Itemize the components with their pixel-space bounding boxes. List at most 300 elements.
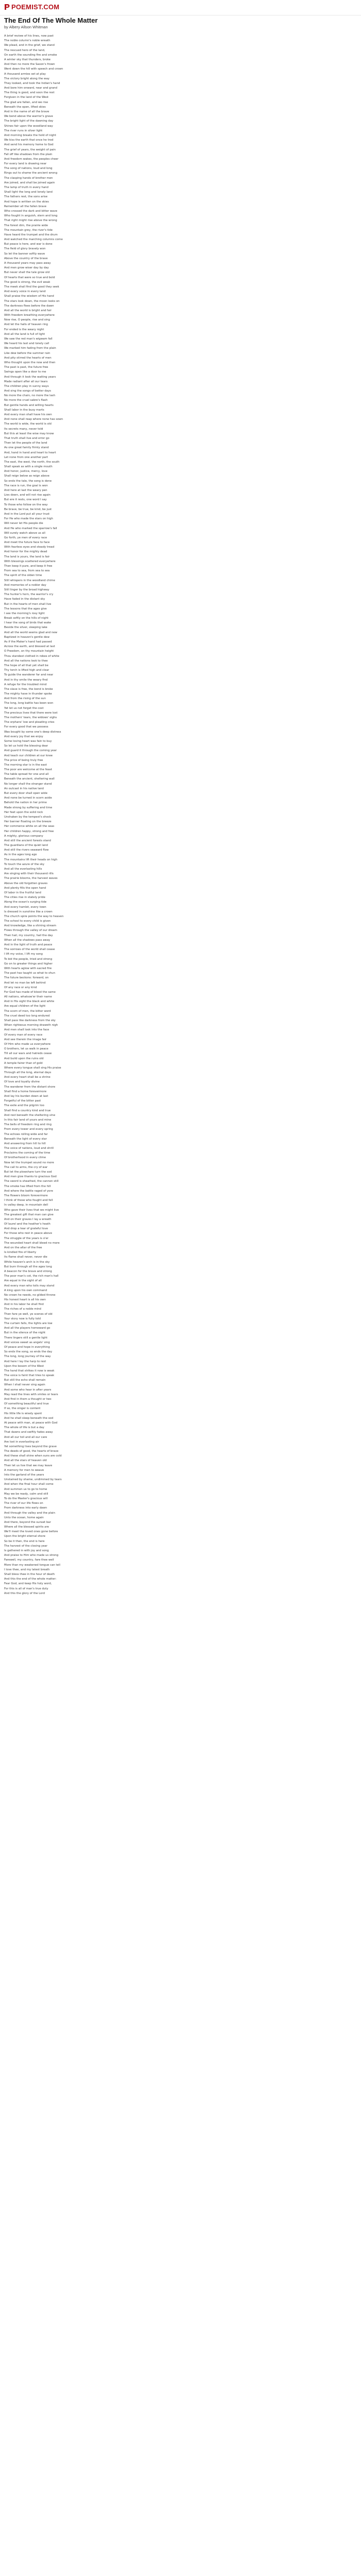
poem-line: No longer shall the stranger stand — [4, 782, 52, 786]
poem-line: And these shall shine when suns are cold — [4, 1454, 62, 1458]
poem-line: Is kindled fire of liberty — [4, 1251, 37, 1255]
poem-line: The grief of years, the weight of pain — [4, 148, 56, 151]
poem-line: To those who follow on the way — [4, 503, 48, 506]
poem-line: Baptized in heaven's gentle dew — [4, 635, 50, 639]
poem-line: No crown he needs, no gilded throne — [4, 1293, 56, 1297]
poem-line: Are joined, and shall be joined again — [4, 181, 55, 184]
poem-line: Who fought in anguish, stern and long — [4, 214, 58, 218]
poem-line: The past is past, the future free — [4, 366, 48, 369]
poem-line: And sing the songs of better days — [4, 389, 51, 393]
poem-line: Then fare ye well, ye scenes of old — [4, 1312, 53, 1316]
poem-line: The poor man's cot, the rich man's hall — [4, 1275, 59, 1278]
poem-line: The school to every child is given — [4, 920, 51, 923]
poem-line: They looked, and took the Indian's hand — [4, 81, 60, 85]
poem-line: The stars look down, the moon looks on — [4, 299, 60, 303]
poem-line: The noble column's noble wreath — [4, 39, 51, 43]
poem-line: The field of glory bravely won — [4, 247, 46, 251]
poem-line: We saw the red man's wigwam fall — [4, 337, 53, 341]
poem-line: And all our toil and all our care — [4, 1435, 47, 1439]
poem-line: The forest dim, the prairie wide — [4, 224, 48, 227]
poem-line: The meek shall find the good they seek — [4, 285, 59, 289]
poem-line: We heard his last and lonely call — [4, 342, 50, 346]
poem-line: Will surely watch above us all — [4, 531, 45, 535]
poem-line: With blessings scattered everywhere — [4, 560, 56, 563]
logo-text: POEMIST.COM — [11, 3, 60, 11]
poem-line: I lift my voice, I lift my song — [4, 953, 43, 956]
poem-line: And teach our children at our knee — [4, 754, 53, 757]
poem-line: And in his labor he shall find — [4, 1303, 44, 1307]
poem-line: And honor, justice, mercy, love — [4, 470, 47, 473]
poem-line: Beneath the open, lifted skies — [4, 105, 46, 109]
poem-line: The children play in sunny ways — [4, 384, 49, 388]
poem-line: The morning star is in the east — [4, 763, 47, 767]
poem-line: As one great family firmly stand — [4, 446, 49, 450]
poem-line: O brothers, let us walk in peace — [4, 1047, 48, 1051]
poem-line: To bid the people, tried and strong — [4, 957, 52, 961]
poem-line: Above the country of the brave — [4, 257, 48, 260]
poem-line: And answering from hill to hill — [4, 1142, 46, 1145]
poem-line: Still linger by the broad highway — [4, 588, 50, 591]
poem-line: The riches of a noble mind — [4, 1308, 41, 1311]
poem-line: For He who made the stars on high — [4, 517, 53, 521]
poem-line: We'll meet the loved ones gone before — [4, 1530, 58, 1534]
poem-line: A winter sky that thunders, broke — [4, 58, 51, 61]
poem-line: A thousand armies set at play — [4, 72, 46, 76]
poem-line: But let the plowshare turn the sod — [4, 1171, 52, 1174]
poem-line: With freedom breathing everywhere — [4, 314, 55, 317]
poem-line: Where all the blessed spirits are — [4, 1526, 49, 1529]
poem-line: Shall bless thee in the hour of death — [4, 1572, 55, 1576]
poem-line: When all the shadows pass away — [4, 938, 51, 942]
poem-line: A brief review of his lines, now past — [4, 35, 54, 38]
poem-line: And plenty fills the open hand — [4, 886, 46, 890]
poem-line: No more the cruel sabre's flash — [4, 399, 48, 402]
poem-line: The mighty have in thunder spoke — [4, 692, 52, 696]
poem-line: Its flame shall never, never die — [4, 1256, 47, 1259]
poem-line: And every joy that we enjoy — [4, 735, 43, 738]
poem-line: And he shall sleep beneath the sod — [4, 1416, 54, 1420]
poem-line: From darkness into early dawn — [4, 1506, 47, 1510]
poem-line: And in the Lord put all your trust — [4, 512, 50, 516]
poem-line: In this fair land of yours and mine — [4, 1118, 52, 1122]
poem-line: A memory for men to weave — [4, 1468, 44, 1472]
poem-line: I see the morning's rosy light — [4, 612, 45, 615]
poem-line: Thy torch is lifted high and clear — [4, 669, 50, 672]
poem-line: Are equal in the sight of all — [4, 1279, 42, 1283]
poem-line: So ends the tale, the song is done — [4, 479, 52, 483]
poem-line: I think of those who fought and fell — [4, 1199, 53, 1202]
poem-line: With hearts aglow with sacred fire — [4, 967, 52, 970]
site-logo[interactable] — [4, 3, 59, 11]
poem-line: And here I lay the harp to rest — [4, 1360, 46, 1363]
poem-line: And hope is written on the skies — [4, 200, 49, 204]
poem-line: Where every tongue shall sing His praise — [4, 1066, 61, 1070]
poem-line: So let the banner softly wave — [4, 252, 45, 256]
poem-line: The deeds of good, the hearts of brave — [4, 1450, 59, 1453]
poem-line: Shall speak as with a single mouth — [4, 465, 53, 469]
poem-line: More than my weakened tongue can tell — [4, 1563, 60, 1567]
poem-line: A refuge for the troubled mind — [4, 683, 47, 686]
poem-line: The spirit of the olden time — [4, 574, 42, 578]
poem-line: The cities rise in stately pride — [4, 896, 45, 900]
poem-line: Beside the silver, sleeping lake — [4, 626, 47, 630]
poem-line: The smoke has lifted from the hill — [4, 1184, 51, 1188]
poem-line: And bore him onward, near and grand — [4, 87, 57, 90]
poem-line: And men shall look into the face — [4, 1028, 50, 1032]
poem-line: But in the hearts of men shall live — [4, 602, 52, 606]
poem-line: Go forth, ye men of every race — [4, 536, 47, 539]
poem-line: That right might rise above the wrong — [4, 219, 57, 223]
poem-line: Have faded in the distant sky — [4, 598, 45, 601]
poem-line: And on the altar of the free — [4, 1246, 42, 1249]
poem-author: by Albery Allson Whitman — [4, 25, 48, 29]
poem-line: The church spire points the way to heaven — [4, 914, 64, 918]
poem-line: For this is all of man's true duty — [4, 1587, 48, 1590]
poem-line: Beneath the ancient, sheltering wall — [4, 777, 55, 781]
poem-line: For God has made of blood the same — [4, 990, 56, 994]
poem-line: And there, beyond the sunset bar — [4, 1520, 51, 1524]
poem-line: Across the earth, and blessed at last — [4, 645, 55, 649]
poem-line: And in the light of truth and peace — [4, 943, 53, 946]
poem-line: The lessons that the ages give — [4, 607, 47, 611]
poem-line: The hunter's horn, the warrior's cry — [4, 593, 54, 597]
poem-line: The struggle of the years is o'er — [4, 1236, 49, 1240]
poem-line: And every man shall have his own — [4, 413, 52, 416]
poem-line: And let no man be left behind — [4, 981, 46, 985]
poem-line: With fearless eyes and steady tread — [4, 546, 55, 549]
poem-line: The wounded heart shall bleed no more — [4, 1241, 60, 1245]
poem-line: No more the chain, no more the lash — [4, 394, 55, 398]
poem-line: That truth shall live and error go — [4, 436, 50, 440]
poem-line: A thousand years may pass away — [4, 262, 51, 265]
poem-line: And let the halls of heaven ring — [4, 323, 48, 327]
poem-line: Of something beautiful and true — [4, 1402, 49, 1406]
poem-line: On earth the sounding fire and smoke — [4, 53, 57, 57]
poem-line: And none shall reap where none has sown — [4, 418, 63, 421]
poem-line: And then no more the Saxon's frown — [4, 63, 55, 66]
poem-line: Beneath the light of every star — [4, 1137, 47, 1141]
poem-line: Some loving heart was fain to buy — [4, 739, 52, 743]
poem-line: And all the world is bright and fair — [4, 309, 52, 312]
poem-line: His little life is wisely spent — [4, 1412, 42, 1415]
poem-line: And every heart shall be a shrine — [4, 1076, 51, 1079]
poem-line: And in His sight the black and white — [4, 1000, 55, 1004]
poem-line: The precious lives that there were lost — [4, 711, 58, 715]
poem-line: But gentle hands and willing hearts — [4, 403, 54, 407]
poem-line: And memories of a nobler day — [4, 583, 46, 587]
poem-line: I love thee, and my latest breath — [4, 1568, 50, 1571]
poem-line: The hope of all that yet shall be — [4, 664, 48, 667]
poem-line: Break softly on the hills of night — [4, 617, 48, 620]
poem-line: Fall off like shadows from the plain — [4, 152, 53, 156]
poem-line: If so, the singer is content — [4, 1407, 41, 1411]
poem-line: Was bought by some one's deep distress — [4, 730, 61, 734]
poem-line: And all the nations look to thee — [4, 659, 48, 663]
poem-line: The east, the west, the north, the south — [4, 460, 60, 464]
poem-line: Of every man of every race — [4, 1033, 43, 1037]
poem-line: The price of being truly free — [4, 758, 43, 762]
poem-line: Who gave their lives that we might live — [4, 1208, 59, 1212]
poem-line: The world is wide, the world is old — [4, 422, 52, 426]
poem-line: And freedom wakes, the peoples cheer — [4, 157, 59, 161]
poem-line: Let none from one another part — [4, 455, 48, 459]
poem-line: Shall reign below as reign above — [4, 474, 50, 478]
poem-line: The whole of life is but a day — [4, 1426, 44, 1430]
poem-line: Then keep it pure, and keep it free — [4, 565, 53, 568]
poem-line: The lamp of truth in every hand — [4, 186, 48, 189]
poem-line: So be it then, the end is here — [4, 1539, 45, 1543]
poem-line: But peace is here, and war is done — [4, 243, 53, 246]
poem-line: Made strong by suffering and time — [4, 806, 53, 809]
poem-line: I hear the song of birds that wake — [4, 621, 52, 625]
poem-line: And honor for the mighty dead — [4, 550, 47, 554]
poem-line: When righteous morning draweth nigh — [4, 1024, 58, 1027]
poem-line: The mountain grey, the river's tide — [4, 228, 53, 232]
poem-line: Her banner floating on the breeze — [4, 820, 52, 824]
poem-line: The long, long battle has been won — [4, 702, 54, 705]
poem-line: The river runs in silver light — [4, 129, 43, 132]
poem-line: And send his memory home to God — [4, 143, 54, 147]
poem-line: The curtain falls, the lights are low — [4, 1322, 53, 1325]
poem-line: And still the rivers seaward flow — [4, 849, 49, 852]
poem-line: Shall praise the wisdom of His hand — [4, 295, 54, 298]
poem-line: At peace with man, at peace with God — [4, 1421, 58, 1425]
poem-line: Will never let His people die — [4, 522, 43, 526]
poem-line: The past has taught us what to shun — [4, 972, 55, 975]
poem-line: The river of our life flows on — [4, 1502, 43, 1505]
poem-line: As in the ages long ago — [4, 853, 37, 857]
poem-line: Are singing with their thousand rills — [4, 872, 54, 876]
poem-line: As if the Maker's hand had passed — [4, 640, 52, 643]
poem-line: And where the battle raged of yore — [4, 1189, 53, 1193]
poem-line: The victory bright along the way — [4, 77, 50, 80]
poem-line: Lies down, and will not rise again — [4, 494, 51, 497]
poem-line: Then hail, my country, hail the day — [4, 934, 53, 937]
poem-line: The hand that strikes it now is weak — [4, 1369, 55, 1372]
poem-line: And knowledge, like a shining stream — [4, 924, 56, 928]
poem-line: Upon the bosom of the West — [4, 1364, 44, 1368]
poem-line: The wanderer from the distant shore — [4, 1085, 56, 1089]
poem-line: May we be ready, calm and still — [4, 1492, 48, 1496]
poem-line: The flowers bloom forevermore — [4, 1194, 48, 1197]
poem-line: The darkness flees before the dawn — [4, 304, 54, 308]
poem-line: The slave is free, the bond is broke — [4, 687, 53, 691]
poem-line: And summon us to go to home — [4, 1487, 47, 1491]
poem-line: And men grow wiser day by day — [4, 266, 49, 270]
poem-line: And all the stars of heaven old — [4, 1459, 47, 1463]
poem-line: Now rise, O people, rise and sing — [4, 318, 50, 322]
poem-line: Upon the bright eternal shore — [4, 1535, 45, 1538]
poem-line: Like dew before the summer rain — [4, 351, 51, 355]
poem-line: Her children happy, strong and free — [4, 829, 54, 833]
poem-line: Who thought upon the now and then — [4, 361, 56, 364]
poem-line: The clasping hands of brother men — [4, 176, 53, 180]
poem-line: The fathers rest, the sons arise — [4, 195, 48, 199]
poem-line: Are equal children of the light — [4, 1005, 46, 1008]
poem-line: But every door shall open wide — [4, 792, 47, 795]
poem-line: But ere it rests, one word I say — [4, 498, 47, 502]
poem-line: The bells of freedom ring and ring — [4, 1123, 52, 1127]
poem-line: And still the ancient forests stand — [4, 839, 51, 842]
poem-line: And He who marked the sparrow's fall — [4, 527, 57, 530]
poem-line: Forgiven in the land of the West — [4, 96, 49, 99]
poem-line: A king upon his own command — [4, 1289, 47, 1292]
poem-line: And this the glory of the Lord — [4, 1591, 45, 1595]
poem-line: Who crossed the dark and bitter wave — [4, 209, 57, 213]
poem-line: The good is strong, the evil weak — [4, 280, 51, 284]
poem-line: Now let the trumpet sound no more — [4, 1161, 54, 1164]
poem-line: Above the old forgotten graves — [4, 882, 48, 885]
poem-line: O Freedom, on thy mountain height — [4, 650, 54, 653]
poem-line: And pity stirred the hearts of men — [4, 356, 52, 360]
poem-line: Still whispers in the woodland chime — [4, 579, 55, 582]
poem-line: The future beckons: forward, on — [4, 976, 49, 980]
poem-line: The bright light of the dawning day — [4, 120, 54, 123]
poem-line: That dawns and swiftly fades away — [4, 1431, 53, 1434]
poem-line: And all the everlasting hills — [4, 868, 42, 871]
poem-line: And watched the marching columns come — [4, 238, 63, 242]
poem-line: The scorn of men, the bitter word — [4, 1009, 51, 1013]
poem-line: And when the final hour shall come — [4, 1483, 54, 1486]
poem-line: A mighty, glorious company — [4, 834, 43, 838]
poem-line: And here at last the weary pen — [4, 489, 47, 492]
poem-line: And rest beneath the sheltering vine — [4, 1113, 56, 1117]
poem-line: And see therein the image fair — [4, 1038, 47, 1041]
poem-line: Yet something lives beyond the grave — [4, 1445, 57, 1448]
poem-line: There lingers still a gentle light — [4, 1336, 47, 1340]
poem-line: Farewell, my country, fare thee well — [4, 1558, 54, 1562]
poemist-logo-icon — [4, 4, 10, 10]
poem-line: The harvest of the closing year — [4, 1544, 47, 1548]
poem-line: Have heard the trumpet and the drum — [4, 233, 58, 236]
poem-line: Of love and loyalty divine — [4, 1080, 40, 1084]
poem-line: The echoes rolling wide and far — [4, 1132, 48, 1136]
poem-line: And every hamlet, every town — [4, 905, 46, 909]
poem-line: Of Him who made us everywhere — [4, 1042, 51, 1046]
poem-line: And lay his burden down at last — [4, 1095, 48, 1098]
poem-line: And meet the future face to face — [4, 541, 50, 545]
poem-line: In valley deep, in mountain dell — [4, 1204, 48, 1207]
poem-line: Unshaken by the tempest's shock — [4, 815, 52, 819]
poem-line: And this the end of the whole matter: — [4, 1578, 57, 1581]
poem-line: Shall pass like darkness from the sky — [4, 1019, 56, 1022]
poem-line: The song of nations, loud and long — [4, 167, 53, 171]
poem-line: And all the world seems glad and new — [4, 631, 57, 634]
poem-line: The thing is good, and soon the rest — [4, 91, 55, 95]
poem-line: To touch the azure of the sky — [4, 862, 44, 866]
poem-line: And from the rising of the sun — [4, 697, 46, 701]
poem-line: And morning breaks the hold of night — [4, 133, 56, 137]
poem-line: The prairie blooms, the harvest waves — [4, 877, 58, 880]
poem-line: The voice of nations, loud and shrill — [4, 1147, 54, 1150]
poem-line: Went down the hill with speech and crown — [4, 67, 63, 71]
poem-line: Her feet upon the solid rock — [4, 810, 43, 814]
poem-line: The greatest gift that man can give — [4, 1213, 54, 1216]
poem-line: And through it look the waiting years — [4, 375, 56, 379]
poem-container — [4, 16, 357, 1596]
poem-line: Her commerce white on all the seas — [4, 825, 55, 828]
poem-line: Shines fair upon the woodland way — [4, 124, 53, 128]
poem-line: His honest heart is all his own — [4, 1298, 46, 1302]
poem-line: We bend above the warrior's grave — [4, 115, 53, 118]
poem-line: For ended is the weary night — [4, 328, 44, 331]
poem-line: And in the name of all the brave — [4, 110, 50, 113]
poem-line: Made radiant after all our tears — [4, 380, 48, 383]
poem-line: We plead, and in the grief, we stand — [4, 44, 55, 47]
poem-line: Forgetful of the bitter past — [4, 1099, 41, 1103]
poem-line: Along the ocean's surging tide — [4, 901, 47, 904]
poem-line: And none be turned in scorn aside — [4, 796, 52, 800]
poem-line: An outcast in his native land — [4, 787, 44, 790]
poem-line: And some who hear in after years — [4, 1388, 52, 1392]
poem-line: The mothers' tears, the widows' sighs — [4, 716, 57, 719]
poem-line: And, hand in hand and heart to heart — [4, 451, 56, 454]
poem-line: Go on to greater things and higher — [4, 962, 53, 965]
poem-line: The sword is sheathed, the cannon still — [4, 1180, 59, 1183]
poem-line: For those who rest in peace above — [4, 1232, 52, 1235]
poem-line: The mountains lift their heads on high — [4, 858, 58, 861]
poem-line: Of any race or any kind — [4, 986, 37, 989]
poem-line: Then let us live that we may leave — [4, 1464, 53, 1467]
poem-line: The poor are welcome at the feast — [4, 768, 53, 772]
poem-line: The land is yours, the land is fair — [4, 555, 50, 558]
poem-line: But in the silence of the night — [4, 1331, 45, 1335]
poem-line: Your story now is fully told — [4, 1317, 41, 1320]
poem-line: Shall find a home forevermore — [4, 1090, 47, 1093]
poem-line: The long, long journey of the way — [4, 1355, 51, 1359]
poem-line: A beacon for the brave and strong — [4, 1269, 52, 1273]
poem-line: And on their graves I lay a wreath — [4, 1217, 52, 1221]
poem-line: Unstained by shame, undimmed by tears — [4, 1478, 62, 1482]
poem-line: Of laurel and the heather's heath — [4, 1223, 51, 1226]
poem-line: While heaven's arch is in the sky — [4, 1260, 50, 1264]
poem-line: The call to arms, the cry of war — [4, 1165, 48, 1169]
poem-line: And every voice in every land — [4, 290, 46, 294]
poem-line: Of labor in the fruitful land — [4, 891, 41, 894]
poem-line: The orphans' low and pleading cries — [4, 721, 55, 724]
poem-line: And all the players homeward go — [4, 1327, 51, 1330]
poem-line: Are lost in everlasting air — [4, 1440, 39, 1444]
poem-line: We kiss the earth that once he trod — [4, 139, 54, 142]
poem-line: And in thy smile the weary find — [4, 678, 48, 682]
poem-line: The sorrows of the world shall cease — [4, 948, 55, 952]
poem-line: But still the echo shall remain — [4, 1379, 46, 1382]
poem-line: Shall labor in the busy marts — [4, 408, 44, 412]
poem-line: And praise to Him who made us strong — [4, 1554, 59, 1557]
poem-line: Thou standest clothed in robes of white — [4, 654, 59, 658]
poem-line: To guide the wanderer far and near — [4, 673, 54, 677]
poem-line: The exile and the pilgrim too — [4, 1104, 44, 1108]
poem-line: Remember all the fallen brave — [4, 205, 46, 208]
poem-line: And build upon the ruins old — [4, 1057, 44, 1060]
poem-line: And men give thanks to gracious God — [4, 1175, 57, 1179]
poem-line: But this at least the wise may know — [4, 432, 54, 435]
poem-line: And voices sweet as angels' sing — [4, 1341, 50, 1344]
poem-line: The cruel deed too long endured — [4, 1014, 50, 1018]
poem-line: Shall find a country kind and true — [4, 1109, 51, 1112]
poem-line: From sea to sea, from sea to sea — [4, 569, 50, 573]
poem-line: To do the Master's gracious will — [4, 1497, 48, 1500]
poem-line: The rescued hero of the land, — [4, 48, 45, 52]
poem-line: Of brotherhood in every clime — [4, 1156, 46, 1160]
poem-line: For every land is drawing near — [4, 162, 47, 166]
poem-title: The End Of The Whole Matter — [4, 16, 98, 24]
poem-line: And through the valley and the plain — [4, 1511, 55, 1515]
poem-line: So let us hold the blessing dear — [4, 744, 48, 748]
poem-line: The table spread for one and all — [4, 773, 49, 776]
poem-body — [4, 34, 357, 1596]
poem-line: Till all our wars and hatreds cease — [4, 1052, 52, 1056]
